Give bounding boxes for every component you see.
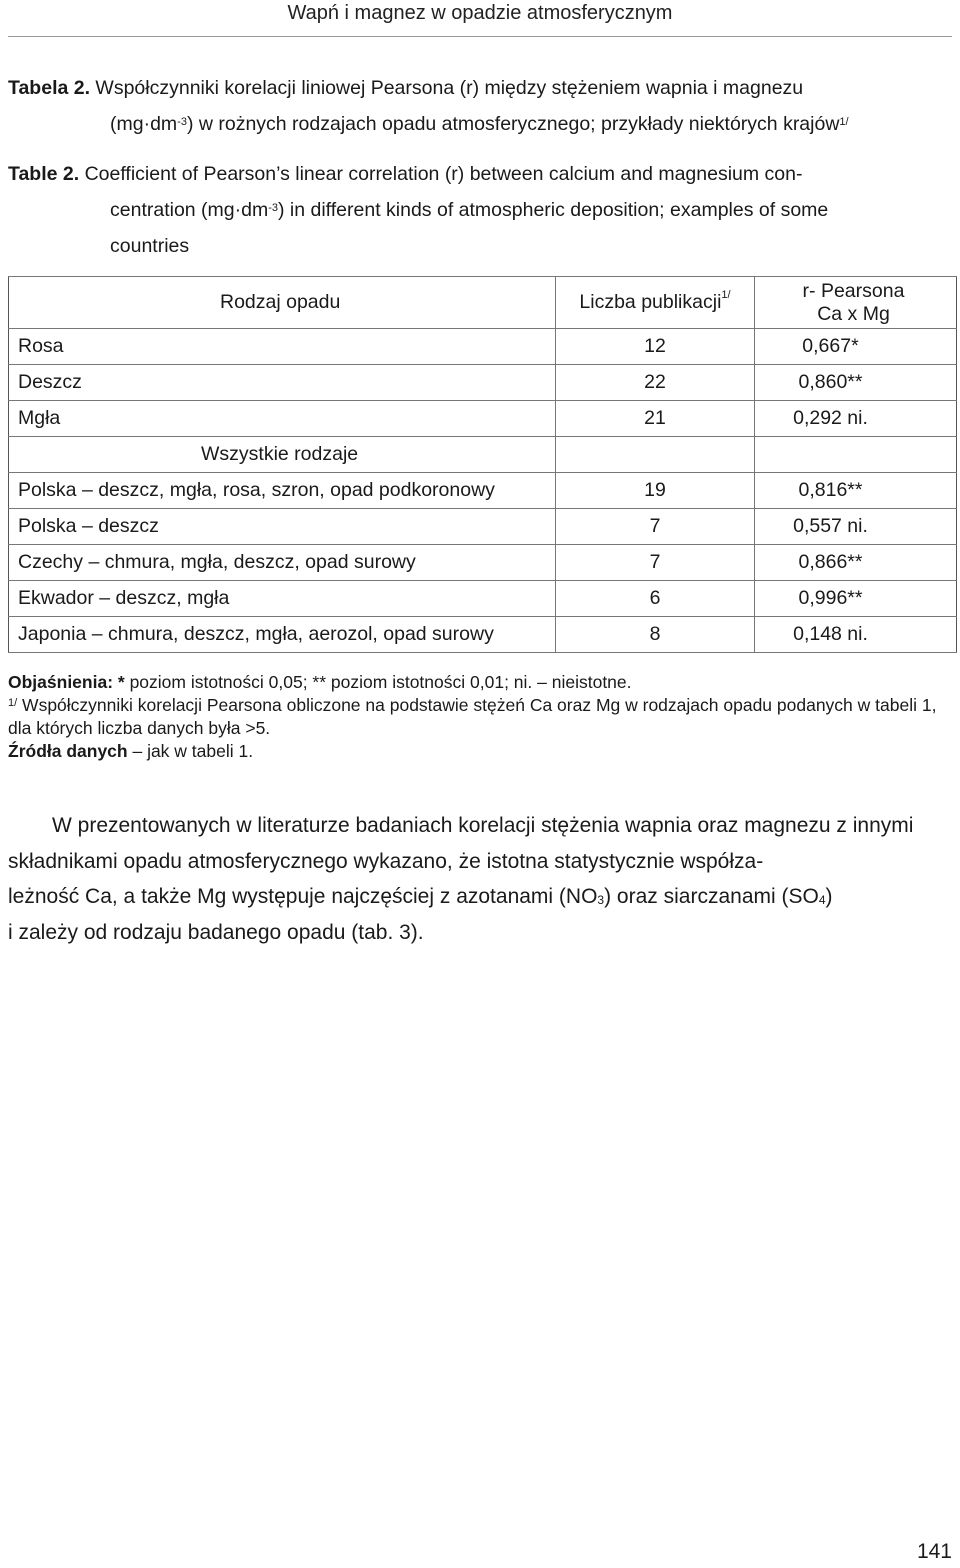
table-row: [9, 329, 957, 365]
cell-r: 0,860**: [755, 365, 957, 401]
header-rule: [8, 36, 952, 37]
paragraph-text: ): [825, 885, 833, 908]
cell-r: 0,292 ni.: [755, 401, 957, 437]
caption-line: [8, 192, 956, 228]
paragraph-text: W prezentowanych w literaturze badaniach korelacji stężenia wapnia oraz magnezu z innymi składnikami opadu atmosferycznego wykazano, że istotna statystycznie współza-: [8, 814, 914, 873]
table-row: [9, 617, 957, 653]
footnote-text: Współczynniki korelacji Pearsona obliczone na podstawie stężeń Ca oraz Mg w rodzajach opadu podanych w tabeli 1, dla których liczba danych była >5.: [8, 695, 937, 738]
table-row: [9, 473, 957, 509]
body-paragraph: [8, 808, 956, 950]
caption-text: Współczynniki korelacji liniowej Pearsona (r) między stężeniem wapnia i magnezu: [90, 77, 804, 99]
header-count-text: Liczba publikacji: [579, 291, 722, 313]
cell-type: Mgła: [9, 401, 556, 437]
header-r-line1: r- Pearsona: [802, 279, 905, 302]
cell-count: 22: [556, 365, 755, 401]
caption-text: ) in different kinds of atmospheric deposition; examples of some: [278, 199, 829, 221]
table-row: [9, 545, 957, 581]
table-header-row: [9, 277, 957, 329]
cell-count: 8: [556, 617, 755, 653]
cell-r: 0,816**: [755, 473, 957, 509]
paragraph-text: leżność Ca, a także Mg występuje najczęściej z azotanami (NO: [8, 885, 598, 908]
table-row: [9, 365, 957, 401]
cell-r: 0,667*: [755, 329, 957, 365]
table-notes: [8, 671, 956, 763]
cell-type: Japonia – chmura, deszcz, mgła, aerozol, opad surowy: [9, 617, 556, 653]
paragraph-text: ) oraz siarczanami (SO: [604, 885, 819, 908]
table-caption-en: [8, 156, 956, 264]
cell-count: 19: [556, 473, 755, 509]
paragraph-text: i zależy od rodzaju badanego opadu (tab. 3).: [8, 920, 424, 944]
cell-count: [556, 437, 755, 473]
cell-count: 7: [556, 545, 755, 581]
cell-type: Polska – deszcz: [9, 509, 556, 545]
section-label: Wszystkie rodzaje: [9, 437, 556, 473]
cell-count: 12: [556, 329, 755, 365]
caption-label: Tabela 2.: [8, 77, 91, 99]
header-type: Rodzaj opadu: [9, 277, 556, 329]
caption-text: ) w rożnych rodzajach opadu atmosferycznego; przykłady niektórych krajów: [186, 113, 840, 135]
cell-r: [755, 437, 957, 473]
cell-count: 21: [556, 401, 755, 437]
page-number: 141: [916, 1540, 952, 1563]
table-section-row: [9, 437, 957, 473]
footnote: [8, 694, 956, 740]
sources-label: Źródła danych: [8, 741, 128, 761]
caption-text: Coefficient of Pearson’s linear correlation (r) between calcium and magnesium con-: [79, 163, 803, 185]
cell-type: Polska – deszcz, mgła, rosa, szron, opad podkoronowy: [9, 473, 556, 509]
correlation-table: [8, 276, 957, 653]
running-title: Wapń i magnez w opadzie atmosferycznym: [287, 2, 673, 24]
cell-r: 0,557 ni.: [755, 509, 957, 545]
cell-r: 0,148 ni.: [755, 617, 957, 653]
sources-text: – jak w tabeli 1.: [127, 741, 254, 761]
explanations-label: Objaśnienia: *: [8, 672, 125, 692]
footnote-mark: 1/: [839, 116, 849, 128]
table-caption-pl: [8, 70, 956, 142]
table-row: [9, 509, 957, 545]
table-row: [9, 401, 957, 437]
footnote-mark: 1/: [8, 697, 18, 709]
header-r: [755, 277, 957, 329]
caption-text: (mg·dm: [110, 113, 178, 135]
data-sources: [8, 740, 956, 763]
table-row: [9, 581, 957, 617]
subscript: 4: [818, 893, 826, 907]
caption-text: centration (mg·dm: [110, 199, 269, 221]
cell-type: Czechy – chmura, mgła, deszcz, opad surowy: [9, 545, 556, 581]
paragraph-line: [8, 879, 956, 915]
superscript: -3: [177, 116, 187, 128]
caption-line: [8, 106, 956, 142]
cell-type: Ekwador – deszcz, mgła: [9, 581, 556, 617]
cell-count: 6: [556, 581, 755, 617]
caption-line: countries: [110, 235, 190, 257]
cell-r: 0,866**: [755, 545, 957, 581]
explanations-text: poziom istotności 0,05; ** poziom istotności 0,01; ni. – nieistotne.: [124, 672, 632, 692]
cell-type: Deszcz: [9, 365, 556, 401]
superscript: -3: [268, 202, 278, 214]
footnote-mark: 1/: [721, 289, 731, 301]
header-count: [556, 277, 755, 329]
cell-type: Rosa: [9, 329, 556, 365]
explanations: [8, 671, 956, 694]
caption-label: Table 2.: [8, 163, 80, 185]
subscript: 3: [597, 893, 605, 907]
cell-count: 7: [556, 509, 755, 545]
header-r-line2: Ca x Mg: [817, 302, 890, 325]
cell-r: 0,996**: [755, 581, 957, 617]
